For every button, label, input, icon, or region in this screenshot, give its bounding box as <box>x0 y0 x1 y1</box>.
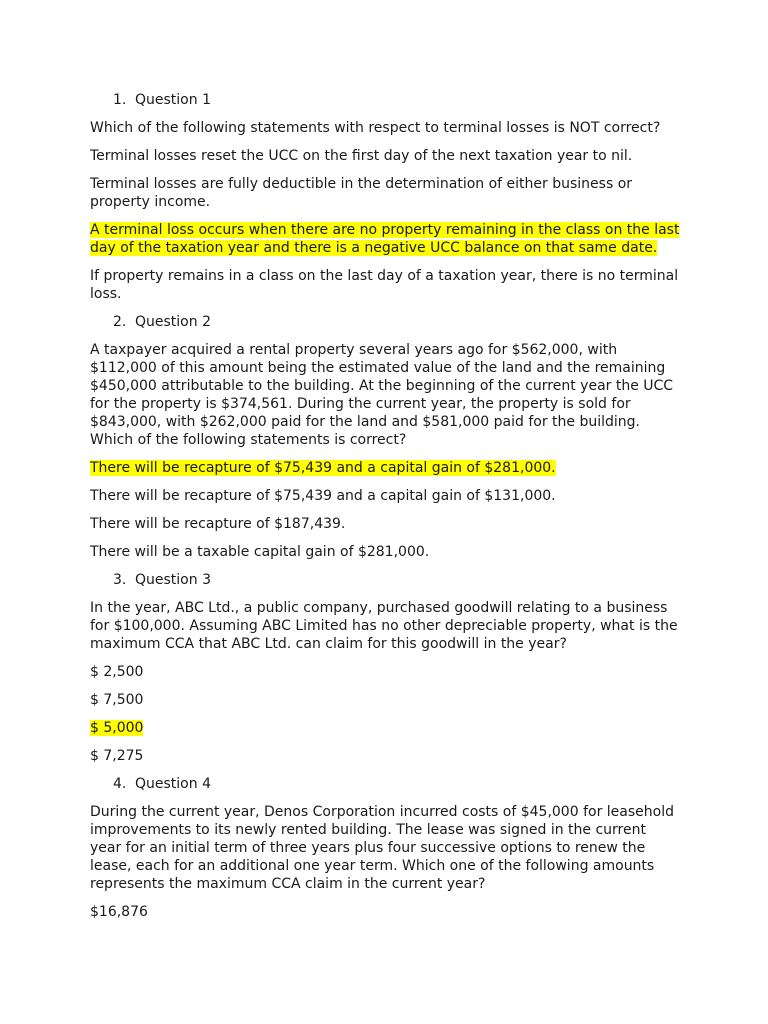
question-heading <box>113 775 680 793</box>
answer-option-text: $ 2,500 <box>90 664 144 680</box>
question-number: 1. <box>113 92 127 108</box>
question-4 <box>90 775 680 921</box>
question-number: 2. <box>113 314 127 330</box>
answer-option <box>90 747 680 765</box>
question-heading <box>113 91 680 109</box>
question-title: Question 4 <box>135 776 211 792</box>
answer-option-highlighted <box>90 221 680 257</box>
answer-option-text: $ 7,275 <box>90 748 144 764</box>
answer-option-highlighted <box>90 459 680 477</box>
answer-option-text: If property remains in a class on the last day of a taxation year, there is no terminal loss. <box>90 268 679 302</box>
question-heading <box>113 571 680 589</box>
document-page <box>90 91 680 931</box>
question-title: Question 2 <box>135 314 211 330</box>
answer-option-text: $16,876 <box>90 904 148 920</box>
answer-option-highlighted <box>90 719 680 737</box>
question-prompt: During the current year, Denos Corporation incurred costs of $45,000 for leasehold improvements to its newly rented building. The lease was signed in the current year for an initial term of three years plus four successive options to renew the lease, each for an additional one year term. Which one of the following amounts represents the maximum CCA claim in the current year? <box>90 804 674 892</box>
highlighted-answer-text: There will be recapture of $75,439 and a capital gain of $281,000. <box>90 460 556 476</box>
question-3 <box>90 571 680 765</box>
highlighted-answer-text: $ 5,000 <box>90 720 144 736</box>
question-number: 4. <box>113 776 127 792</box>
question-prompt: A taxpayer acquired a rental property several years ago for $562,000, with $112,000 of this amount being the estimated value of the land and the remaining $450,000 attributable to the building. At the beginning of the current year the UCC for the property is $374,561. During the current year, the property is sold for $843,000, with $262,000 paid for the land and $581,000 paid for the building. Which of the following statements is correct? <box>90 342 674 448</box>
answer-option <box>90 175 680 211</box>
question-1 <box>90 91 680 303</box>
answer-option <box>90 543 680 561</box>
question-number: 3. <box>113 572 127 588</box>
answer-option <box>90 903 680 921</box>
answer-option-text: Terminal losses reset the UCC on the first day of the next taxation year to nil. <box>90 148 633 164</box>
highlighted-answer-text: A terminal loss occurs when there are no property remaining in the class on the last day of the taxation year and there is a negative UCC balance on that same date. <box>90 222 680 256</box>
question-2 <box>90 313 680 561</box>
answer-option-text: There will be recapture of $75,439 and a capital gain of $131,000. <box>90 488 556 504</box>
answer-option <box>90 691 680 709</box>
question-prompt: Which of the following statements with respect to terminal losses is NOT correct? <box>90 120 661 136</box>
question-heading <box>113 313 680 331</box>
question-title: Question 3 <box>135 572 211 588</box>
answer-option <box>90 663 680 681</box>
question-prompt: In the year, ABC Ltd., a public company, purchased goodwill relating to a business for $100,000. Assuming ABC Limited has no other depreciable property, what is the maximum CCA that ABC Ltd. can claim for this goodwill in the year? <box>90 600 678 652</box>
question-title: Question 1 <box>135 92 211 108</box>
answer-option <box>90 515 680 533</box>
answer-option-text: Terminal losses are fully deductible in the determination of either business or property income. <box>90 176 633 210</box>
answer-option <box>90 267 680 303</box>
answer-option <box>90 487 680 505</box>
answer-option-text: There will be recapture of $187,439. <box>90 516 346 532</box>
answer-option-text: There will be a taxable capital gain of $281,000. <box>90 544 430 560</box>
answer-option-text: $ 7,500 <box>90 692 144 708</box>
answer-option <box>90 147 680 165</box>
